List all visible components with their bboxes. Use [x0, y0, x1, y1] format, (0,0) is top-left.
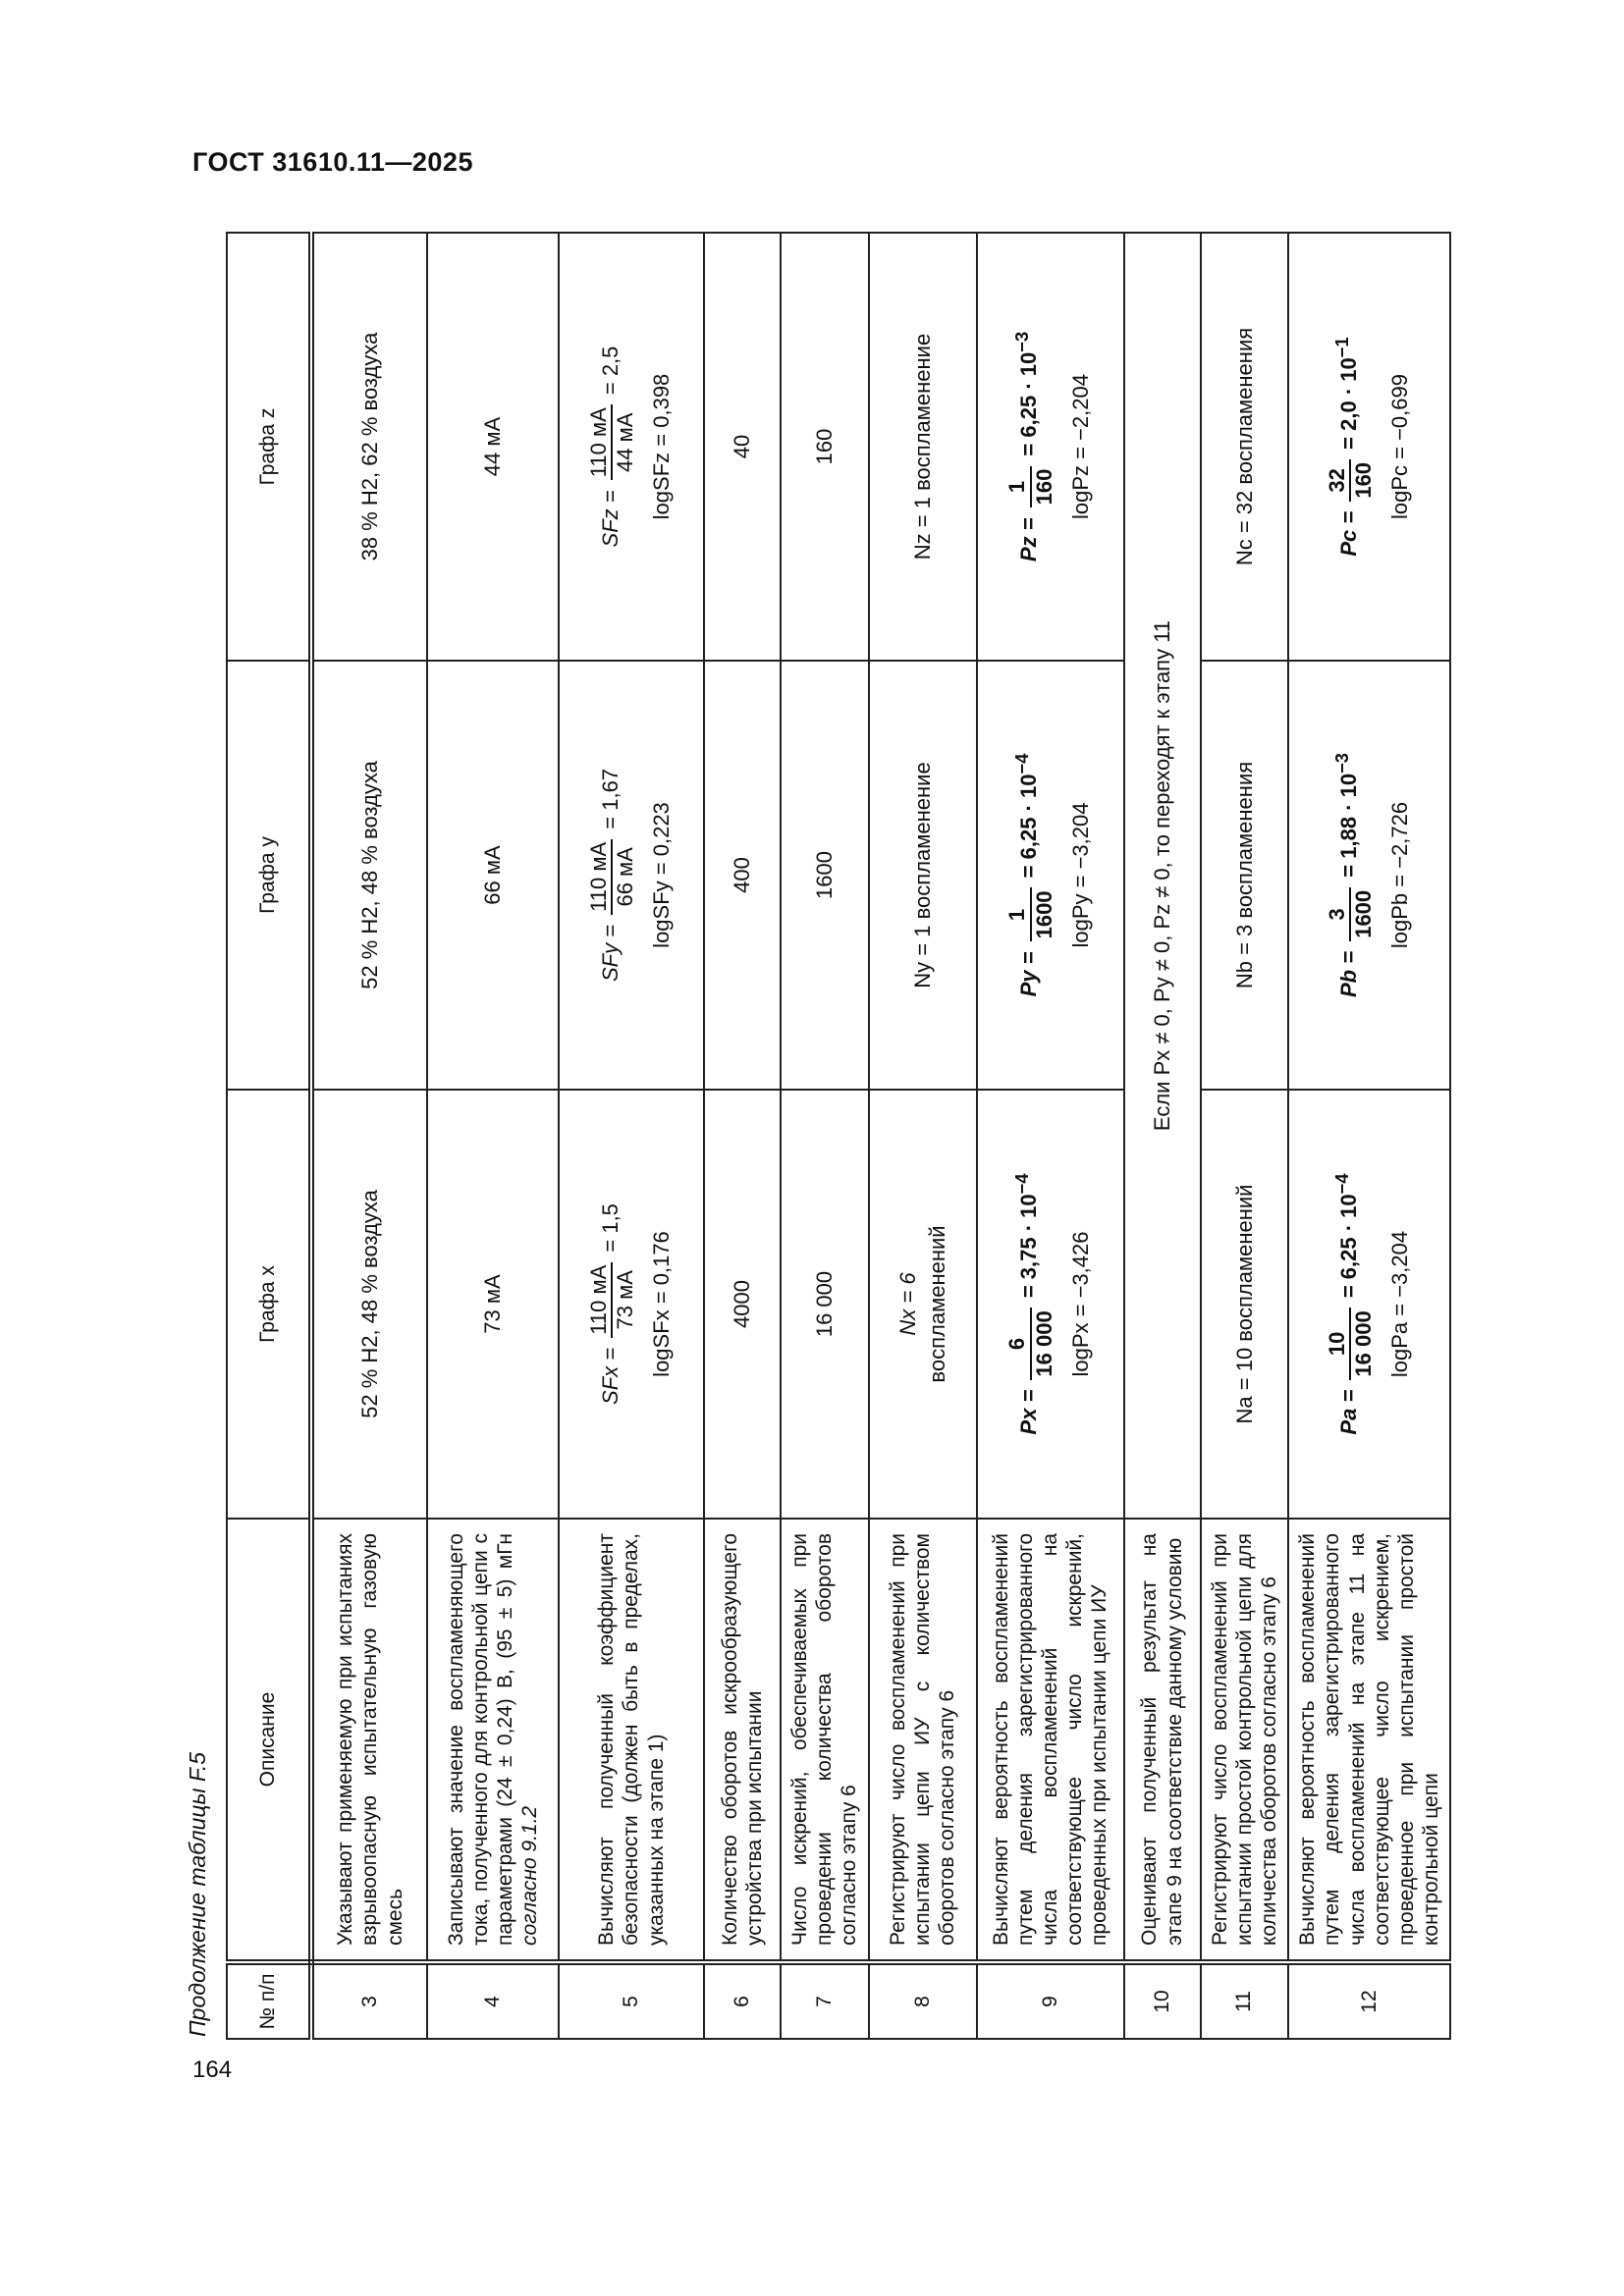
cell-x: 4000: [704, 1090, 781, 1519]
formula-log: logPc = −0,699: [1387, 374, 1413, 520]
cell-x: [559, 1090, 704, 1519]
cell-y: Ny = 1 воспламенение: [869, 661, 977, 1090]
cell-line-2: воспламенений: [924, 1225, 949, 1383]
formula-log: logPz = −2,204: [1068, 374, 1094, 520]
fraction-numerator: 110 мА: [586, 1262, 613, 1338]
cell-y: 66 мА: [427, 661, 559, 1090]
formula-fraction: [586, 404, 638, 480]
cell-y: Nb = 3 воспламенения: [1201, 661, 1289, 1090]
formula-fraction: [586, 839, 638, 915]
rotated-table-container: [226, 234, 1443, 2040]
table-row: [427, 233, 559, 2039]
row-description-ref: согласно 9.1.2: [518, 1805, 542, 1946]
row-number: 10: [1124, 1962, 1201, 2039]
col-header-x: Графа x: [227, 1090, 311, 1519]
table-row: [869, 233, 977, 2039]
formula-exponent: −4: [1011, 753, 1033, 774]
table-row: [559, 233, 704, 2039]
fraction-numerator: 10: [1325, 1308, 1351, 1379]
fraction-numerator: 32: [1325, 459, 1351, 502]
formula-result: = 6,25 · 10: [1016, 351, 1042, 456]
fraction-numerator: 6: [1004, 1308, 1031, 1379]
cell-z: 38 % H2, 62 % воздуха: [311, 233, 427, 661]
formula-exponent: −3: [1011, 331, 1033, 352]
row-description-main: Записывают значение воспламеняющего тока, полученного для контрольной цепи с параметрами (24 ± 0,24) В, (95 ± 5) мГн: [444, 1533, 516, 1946]
formula-exponent: −3: [1330, 753, 1352, 774]
formula-result: = 3,75 · 10: [1016, 1194, 1042, 1299]
formula-lhs: Px =: [1016, 1389, 1042, 1435]
fraction-denominator: 16 000: [1350, 1310, 1376, 1377]
formula-exponent: −1: [1330, 337, 1352, 358]
formula-log: logSFz = 0,398: [649, 373, 675, 520]
formula-result: = 2,5: [597, 346, 623, 396]
cell-x: [1288, 1090, 1450, 1519]
formula-fraction: [1004, 466, 1056, 508]
fraction-numerator: 1: [1004, 466, 1031, 508]
row-number: 12: [1288, 1962, 1450, 2039]
fraction-numerator: 110 мА: [586, 839, 613, 915]
row-description: Указывают применяемую при испытаниях взрывоопасную испытательную газовую смесь: [311, 1519, 427, 1962]
cell-z: 40: [704, 233, 781, 661]
formula-lhs: Py =: [1016, 951, 1042, 997]
formula-log: logPa = −3,204: [1387, 1230, 1413, 1378]
fraction-denominator: 1600: [1350, 889, 1376, 938]
table-row: [1124, 233, 1201, 2039]
formula-result: = 1,67: [597, 768, 623, 829]
fraction-denominator: 44 мА: [613, 412, 638, 472]
formula-lhs: Pz =: [1016, 517, 1042, 562]
cell-z: [977, 233, 1124, 661]
table-row: [311, 233, 427, 2039]
row-description: [427, 1519, 559, 1962]
cell-z: 44 мА: [427, 233, 559, 661]
fraction-numerator: 110 мА: [586, 404, 613, 480]
formula-fraction: [1325, 887, 1377, 941]
formula-fraction: [1325, 1308, 1377, 1379]
formula-log: logPb = −2,726: [1387, 801, 1413, 949]
fraction-numerator: 1: [1004, 887, 1031, 941]
formula-fraction: [586, 1262, 638, 1338]
cell-y: 400: [704, 661, 781, 1090]
cell-x: 73 мА: [427, 1090, 559, 1519]
formula-result: = 1,5: [597, 1203, 623, 1253]
row-number: 9: [977, 1962, 1124, 2039]
row-description: Вычисляют полученный коэффициент безопасности (должен быть в пределах, указанных на этапе 1): [559, 1519, 704, 1962]
formula-log: logSFx = 0,176: [649, 1231, 675, 1377]
fraction-denominator: 1600: [1031, 890, 1056, 939]
formula-log: logPy = −3,204: [1068, 802, 1094, 948]
row-description: Вычисляют вероятность воспламенений путем деления зарегистрированного числа воспламенений на этапе 11 на соответствующее число искрением, проведенное при испытании простой контрольной цепи: [1288, 1519, 1450, 1962]
row-number: 6: [704, 1962, 781, 2039]
standard-code: ГОСТ 31610.11—2025: [192, 147, 473, 177]
cell-x: [977, 1090, 1124, 1519]
fraction-denominator: 73 мА: [613, 1270, 638, 1330]
formula-result: = 6,25 · 10: [1335, 1194, 1361, 1299]
formula-lhs: SFx =: [597, 1347, 623, 1405]
table-row: [781, 233, 869, 2039]
cell-y: [977, 661, 1124, 1090]
col-header-desc: Описание: [227, 1519, 311, 1962]
row-number: 5: [559, 1962, 704, 2039]
cell-y: [1288, 661, 1450, 1090]
fraction-denominator: 66 мА: [613, 847, 638, 907]
formula-log: logSFy = 0,223: [649, 802, 675, 948]
row-description: Регистрируют число воспламенений при испытании цепи ИУ с количеством оборотов согласно этапу 6: [869, 1519, 977, 1962]
row-number: 4: [427, 1962, 559, 2039]
row-description: Число искрений, обеспечиваемых при проведении количества оборотов согласно этапу 6: [781, 1519, 869, 1962]
cell-x: [869, 1090, 977, 1519]
table-caption: Продолжение таблицы F.5: [185, 1751, 210, 2037]
cell-z: 160: [781, 233, 869, 661]
table-row: [1288, 233, 1450, 2039]
row-description: Количество оборотов искрообразующего устройства при испытании: [704, 1519, 781, 1962]
formula-exponent: −4: [1011, 1173, 1033, 1195]
formula-exponent: −4: [1330, 1173, 1352, 1195]
formula-fraction: [1325, 459, 1377, 502]
table-f5: [226, 232, 1451, 2040]
cell-z: Nz = 1 воспламенение: [869, 233, 977, 661]
formula-lhs: Pb =: [1335, 950, 1361, 997]
row-number: 7: [781, 1962, 869, 2039]
cell-x: 16 000: [781, 1090, 869, 1519]
row-description: Регистрируют число воспламенений при испытании простой контрольной цепи для количества оборотов согласно этапу 6: [1201, 1519, 1289, 1962]
col-header-num: № п/п: [227, 1962, 311, 2039]
formula-result: = 1,88 · 10: [1335, 773, 1361, 878]
fraction-numerator: 3: [1325, 887, 1351, 941]
cell-line-1: Nx = 6: [894, 1272, 920, 1336]
cell-z: [559, 233, 704, 661]
cell-y: 1600: [781, 661, 869, 1090]
page-number: 164: [192, 2056, 233, 2083]
formula-result: = 6,25 · 10: [1016, 774, 1042, 879]
cell-z: [1288, 233, 1450, 661]
formula-lhs: Pc =: [1335, 510, 1361, 557]
row-description: Оценивают полученный результат на этапе 9 на соответствие данному условию: [1124, 1519, 1201, 1962]
row-number: 3: [311, 1962, 427, 2039]
table-row: [704, 233, 781, 2039]
fraction-denominator: 16 000: [1031, 1310, 1056, 1377]
fraction-denominator: 160: [1031, 468, 1056, 506]
formula-lhs: Pa =: [1335, 1389, 1361, 1435]
col-header-z: Графа z: [227, 233, 311, 661]
cell-y: 52 % H2, 48 % воздуха: [311, 661, 427, 1090]
cell-x: 52 % H2, 48 % воздуха: [311, 1090, 427, 1519]
table-row: [1201, 233, 1289, 2039]
cell-merged-condition: Если Px ≠ 0, Py ≠ 0, Pz ≠ 0, то переходят к этапу 11: [1124, 233, 1201, 1519]
formula-fraction: [1004, 1308, 1056, 1379]
row-number: 8: [869, 1962, 977, 2039]
fraction-denominator: 160: [1350, 461, 1376, 499]
formula-fraction: [1004, 887, 1056, 941]
formula-lhs: SFz =: [597, 490, 623, 548]
cell-y: [559, 661, 704, 1090]
table-row: [977, 233, 1124, 2039]
formula-result: = 2,0 · 10: [1335, 357, 1361, 450]
row-number: 11: [1201, 1962, 1289, 2039]
cell-x: Na = 10 воспламенений: [1201, 1090, 1289, 1519]
formula-lhs: SFy =: [597, 924, 623, 983]
col-header-y: Графа y: [227, 661, 311, 1090]
formula-log: logPx = −3,426: [1068, 1231, 1094, 1377]
row-description: Вычисляют вероятность воспламенений путем деления зарегистрированного числа воспламенений на соответствующее число искрений, проведенных при испытании цепи ИУ: [977, 1519, 1124, 1962]
cell-z: Nc = 32 воспламенения: [1201, 233, 1289, 661]
table-header-row: [227, 233, 311, 2039]
